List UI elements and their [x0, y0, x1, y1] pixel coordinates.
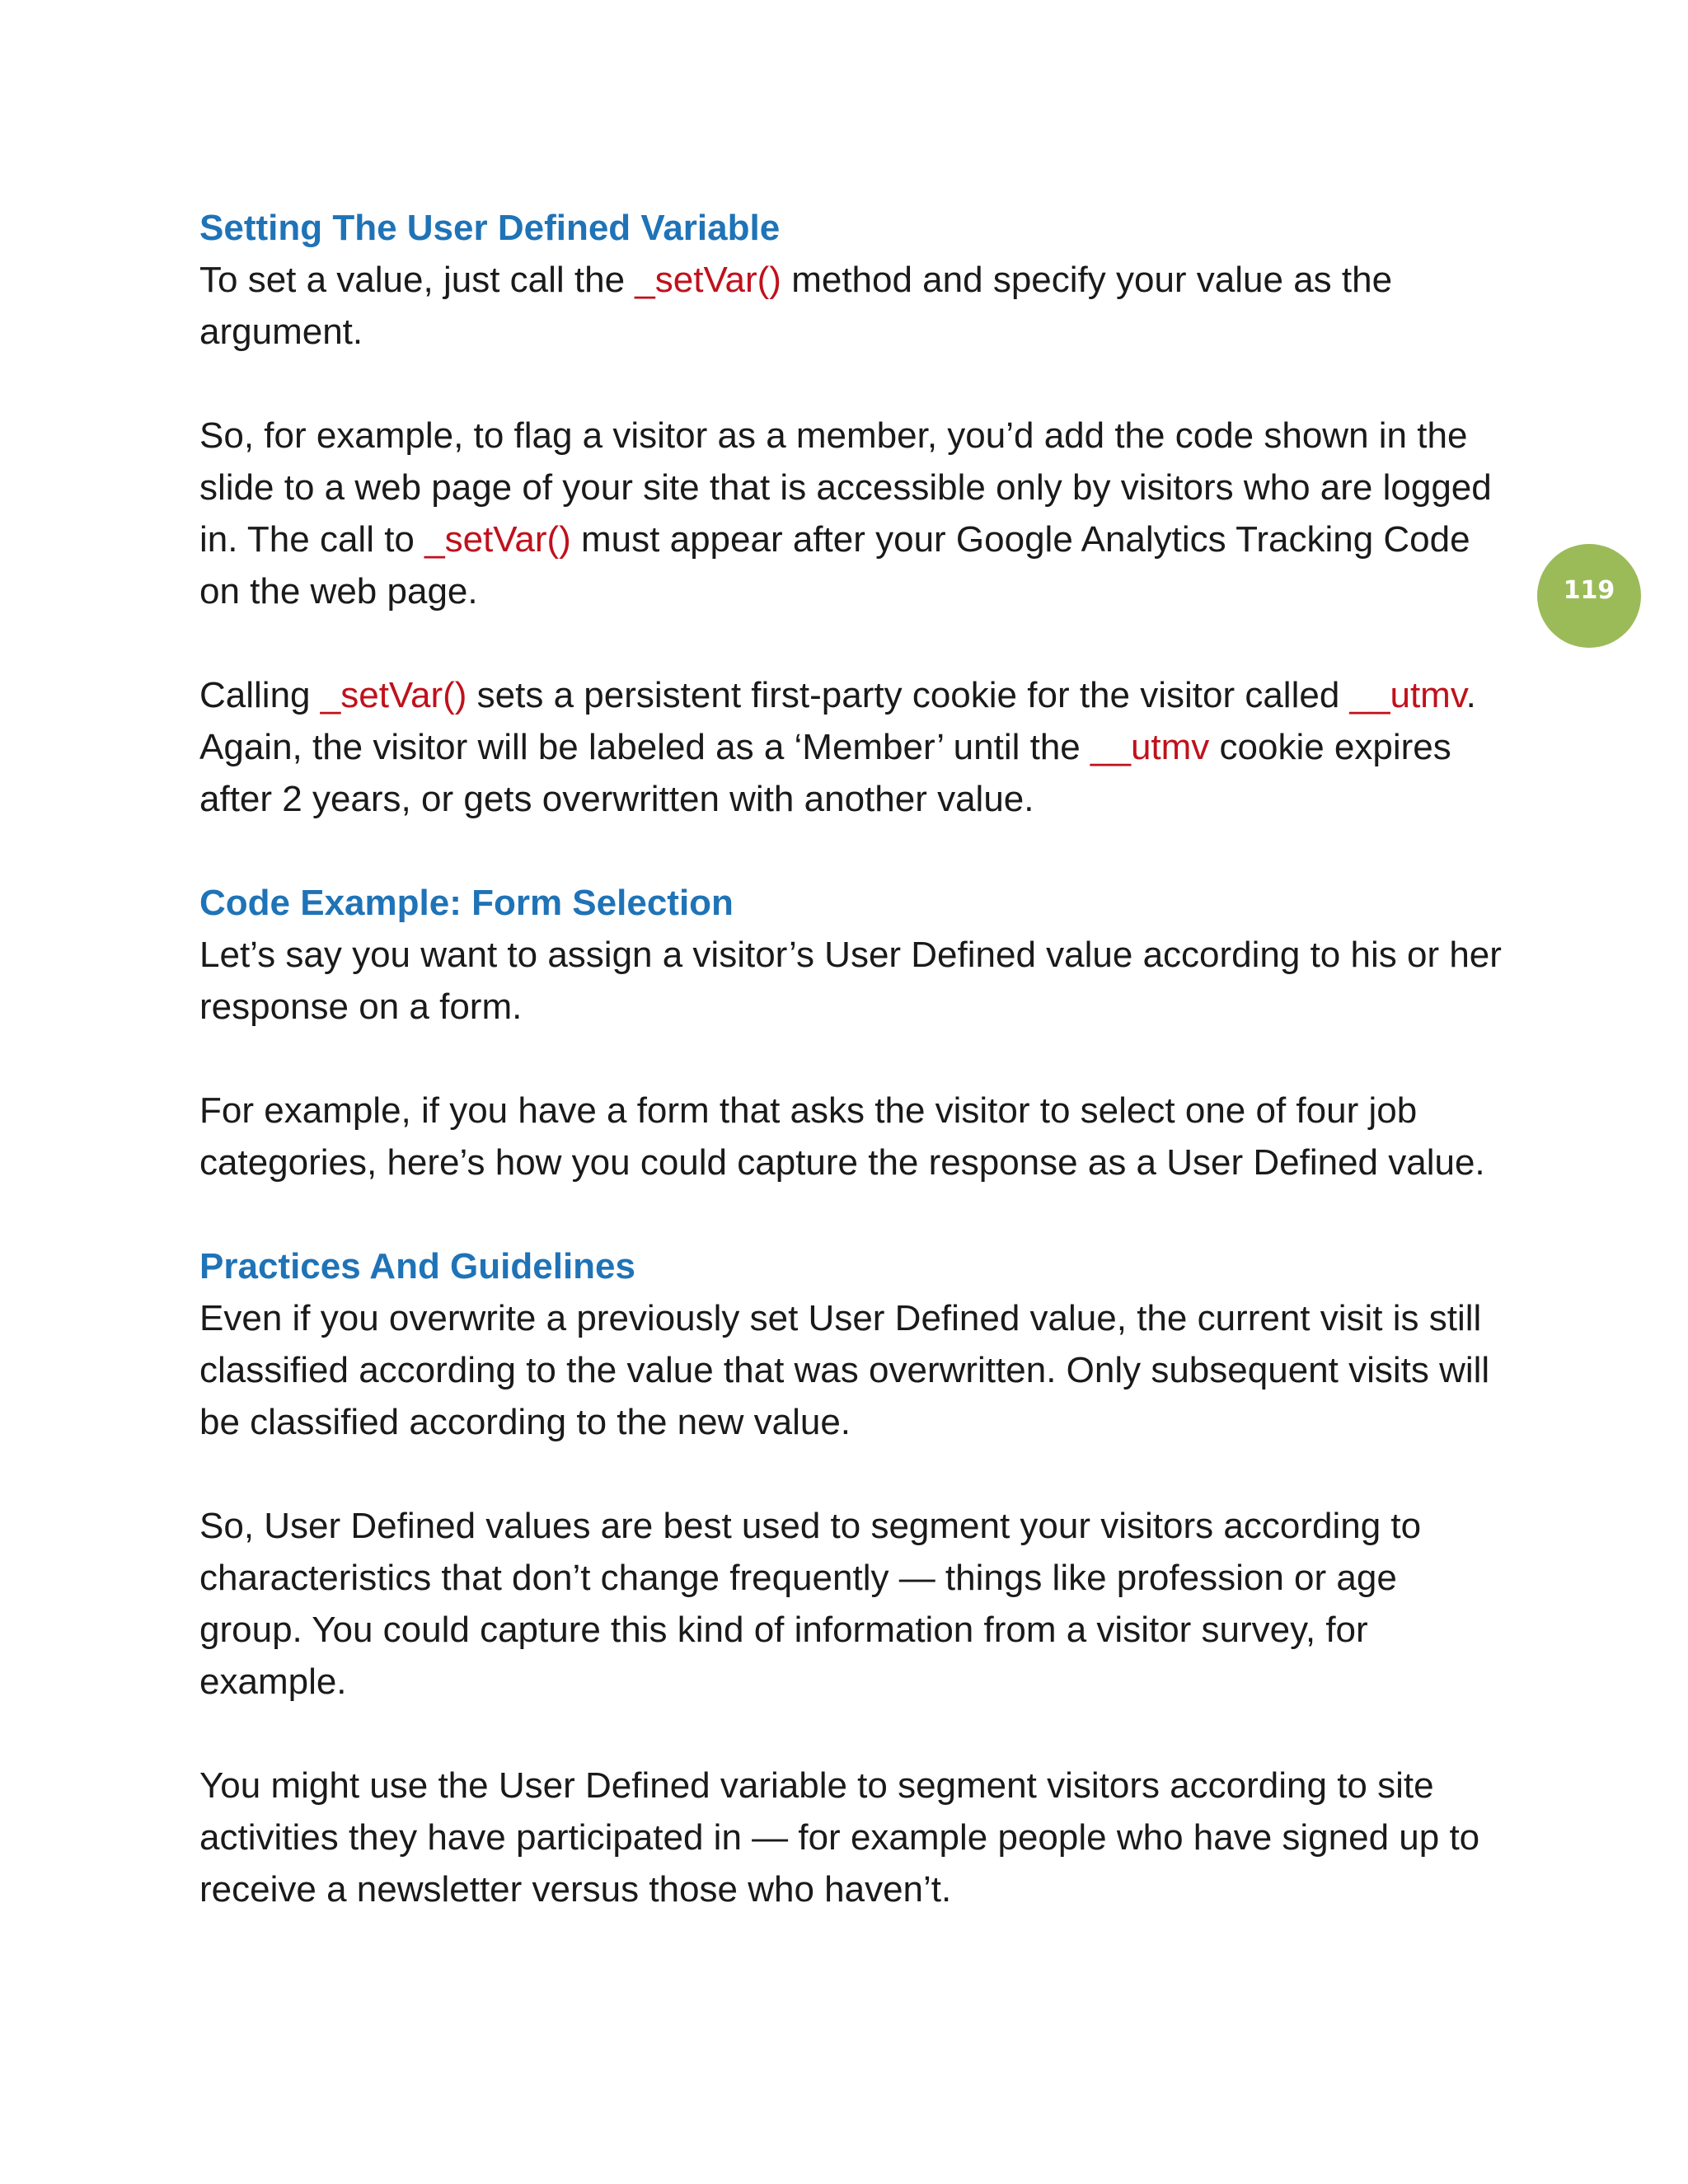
text-run: must appear after your Google Analytics Tracking Code on the web page.: [199, 519, 1470, 612]
section-heading: Setting The User Defined Variable: [199, 208, 781, 248]
paragraph: Let’s say you want to assign a visitor’s User Defined value according to his or her response on a form.: [199, 935, 1502, 1027]
text-run: sets a persistent first-party cookie for the visitor called: [467, 675, 1350, 715]
section-code-example: [199, 877, 1502, 1240]
paragraph: [199, 254, 1502, 358]
text-run: cookie expires after 2 years, or gets overwritten with another value.: [199, 727, 1451, 819]
page-number-badge: [1537, 544, 1641, 648]
paragraph: So, User Defined values are best used to segment your visitors according to characteristics that don’t change frequently — things like profession or age group. You could capture this kind of information from a visitor survey, for example.: [199, 1506, 1422, 1702]
code-reference: __utmv: [1349, 675, 1466, 715]
page-number: 119: [1563, 575, 1615, 605]
text-run: Calling: [199, 675, 321, 715]
code-reference: _setVar(): [320, 675, 467, 715]
text-run: So, for example, to flag a visitor as a member, you’d add the code shown in the slide to a web page of your site that is accessible only by visitors who are logged in. The call to: [199, 415, 1492, 560]
section-practices: [199, 1240, 1502, 1915]
code-reference: _setVar(): [424, 519, 571, 560]
paragraph: [199, 669, 1502, 825]
code-reference: __utmv: [1090, 727, 1210, 767]
paragraph: Even if you overwrite a previously set User Defined value, the current visit is still classified according to the value that was overwritten. Only subsequent visits will be classified according to the new value.: [199, 1298, 1490, 1442]
page-content: [199, 202, 1502, 1915]
section-setting-variable: [199, 202, 1502, 877]
paragraph: [199, 410, 1502, 617]
paragraph: You might use the User Defined variable to segment visitors according to site activities they have participated in — for example people who have signed up to receive a newsletter versus those who haven’t.: [199, 1765, 1480, 1910]
text-run: To set a value, just call the: [199, 260, 635, 300]
paragraph: For example, if you have a form that asks the visitor to select one of four job categories, here’s how you could capture the response as a User Defined value.: [199, 1090, 1485, 1183]
section-heading: Code Example: Form Selection: [199, 883, 734, 923]
text-run: . Again, the visitor will be labeled as a ‘Member’ until the: [199, 675, 1476, 767]
section-heading: Practices And Guidelines: [199, 1246, 635, 1286]
text-run: method and specify your value as the argument.: [199, 260, 1393, 352]
code-reference: _setVar(): [635, 260, 781, 300]
